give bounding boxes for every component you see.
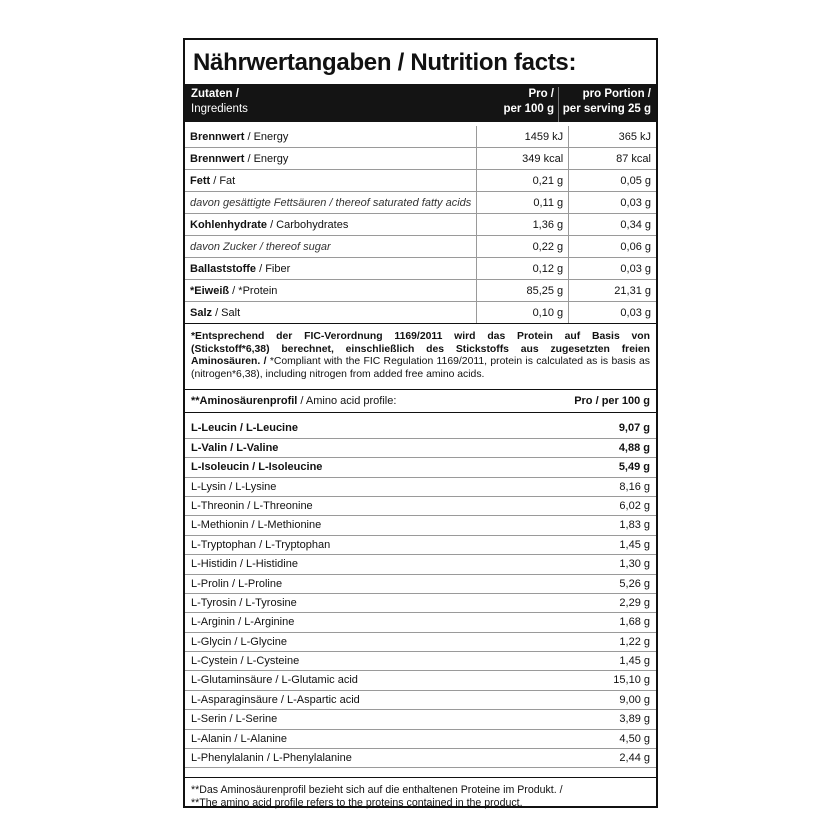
header-per-100g	[456, 87, 559, 122]
nutrient-value-per100: 0,22 g	[477, 236, 569, 258]
amino-acid-row	[185, 594, 656, 613]
nutrient-value-serving: 21,31 g	[569, 280, 656, 302]
amino-acid-value: 5,49 g	[618, 461, 650, 474]
amino-acid-value: 4,88 g	[618, 441, 650, 454]
header-per100-en: per 100 g	[503, 103, 554, 115]
nutrient-name-en: / *Protein	[229, 284, 278, 297]
amino-acid-value: 9,07 g	[618, 422, 650, 435]
amino-acid-value: 1,30 g	[619, 558, 650, 571]
amino-acid-name: L-Phenylalanin / L-Phenylalanine	[191, 752, 352, 765]
nutrient-name	[185, 280, 477, 302]
nutrient-table	[185, 126, 656, 323]
amino-acid-row	[185, 419, 656, 438]
nutrient-value-serving: 365 kJ	[569, 126, 656, 148]
nutrient-value-per100: 1,36 g	[477, 214, 569, 236]
amino-acid-name: L-Threonin / L-Threonine	[191, 499, 313, 512]
amino-acid-name: L-Glutaminsäure / L-Glutamic acid	[191, 674, 358, 687]
nutrient-name	[185, 192, 477, 214]
nutrient-name-en: / Energy	[244, 130, 289, 143]
nutrient-name-de: Kohlenhydrate	[190, 218, 268, 231]
header-ingredients-de: Zutaten /	[191, 88, 239, 100]
amino-acid-value: 1,45 g	[619, 655, 650, 668]
amino-acid-row	[185, 652, 656, 671]
amino-acid-name: L-Tryptophan / L-Tryptophan	[191, 538, 331, 551]
protein-footnote-de: *Entsprechend der FIC-Verordnung 1169/2011 wird das Protein auf Basis von (Stickstoff*6,38) berechnet, einschließlich des Stickstoffs aus zugesetzten freien Aminosäuren. /	[191, 331, 650, 368]
amino-acid-name: L-Histidin / L-Histidine	[191, 558, 298, 571]
nutrient-name-en: / Energy	[244, 152, 289, 165]
amino-acid-value: 8,16 g	[619, 480, 650, 493]
amino-acid-name: L-Cystein / L-Cysteine	[191, 655, 300, 668]
amino-acid-value: 2,29 g	[619, 596, 650, 609]
amino-acid-value: 1,22 g	[619, 635, 650, 648]
amino-acid-row	[185, 671, 656, 690]
amino-acid-value: 5,26 g	[619, 577, 650, 590]
nutrient-value-serving: 0,34 g	[569, 214, 656, 236]
nutrient-name-de: davon Zucker	[190, 240, 257, 253]
amino-acid-name: L-Methionin / L-Methionine	[191, 519, 322, 532]
amino-acid-value: 3,89 g	[619, 713, 650, 726]
nutrient-name-en: / Carbohydrates	[267, 218, 349, 231]
protein-footnote-en: *Compliant with the FIC Regulation 1169/2011, protein is calculated as is basis as (nitrogen*6,38), including nitrogen from added free amino acids.	[191, 356, 650, 380]
nutrient-name-en: / Fat	[210, 174, 236, 187]
nutrient-value-per100: 85,25 g	[477, 280, 569, 302]
nutrient-value-per100: 0,21 g	[477, 170, 569, 192]
table-header	[185, 84, 656, 122]
nutrient-value-per100: 0,11 g	[477, 192, 569, 214]
nutrient-row	[185, 214, 656, 236]
nutrient-name-de: davon gesättigte Fettsäuren	[190, 196, 327, 209]
nutrient-name	[185, 302, 477, 324]
nutrient-name	[185, 214, 477, 236]
amino-acid-header-label	[191, 390, 574, 412]
amino-footnote-en: **The amino acid profile refers to the proteins contained in the product.	[191, 797, 523, 810]
nutrient-name-de: Ballaststoffe	[190, 262, 257, 275]
amino-acid-value: 9,00 g	[619, 693, 650, 706]
amino-acid-row	[185, 633, 656, 652]
header-serving-en: per serving 25 g	[562, 103, 651, 115]
amino-acid-row	[185, 516, 656, 535]
nutrient-name	[185, 126, 477, 148]
nutrition-label	[183, 38, 658, 808]
amino-header-en: / Amino acid profile:	[297, 395, 397, 408]
nutrient-name-de: Brennwert	[190, 130, 245, 143]
nutrient-name-de: *Eiweiß	[190, 284, 230, 297]
label-title: Nährwertangaben / Nutrition facts:	[193, 49, 577, 76]
amino-acid-header-col: Pro / per 100 g	[574, 395, 650, 408]
nutrient-value-serving: 0,06 g	[569, 236, 656, 258]
amino-acid-name: L-Serin / L-Serine	[191, 713, 278, 726]
nutrient-value-serving: 0,05 g	[569, 170, 656, 192]
nutrient-value-serving: 0,03 g	[569, 258, 656, 280]
amino-acid-row	[185, 613, 656, 632]
amino-acid-value: 2,44 g	[619, 752, 650, 765]
nutrient-name-en: / thereof sugar	[256, 240, 331, 253]
amino-acid-name: L-Prolin / L-Proline	[191, 577, 283, 590]
nutrient-value-per100: 349 kcal	[477, 148, 569, 170]
amino-acid-row	[185, 555, 656, 574]
nutrient-name	[185, 258, 477, 280]
amino-acid-list	[185, 413, 656, 768]
nutrient-name-en: / thereof saturated fatty acids	[326, 196, 472, 209]
nutrient-value-serving: 0,03 g	[569, 192, 656, 214]
nutrient-name	[185, 236, 477, 258]
nutrient-name-de: Fett	[190, 174, 211, 187]
nutrient-name-de: Brennwert	[190, 152, 245, 165]
header-ingredients-en: Ingredients	[191, 103, 248, 115]
nutrient-value-serving: 87 kcal	[569, 148, 656, 170]
amino-acid-name: L-Tyrosin / L-Tyrosine	[191, 596, 297, 609]
amino-acid-row	[185, 691, 656, 710]
amino-acid-row	[185, 575, 656, 594]
nutrient-value-serving: 0,03 g	[569, 302, 656, 324]
nutrient-value-per100: 0,10 g	[477, 302, 569, 324]
amino-acid-name: L-Alanin / L-Alanine	[191, 732, 288, 745]
nutrient-row	[185, 170, 656, 192]
nutrient-name-en: / Salt	[212, 306, 241, 319]
header-serving-de: pro Portion /	[582, 88, 651, 100]
amino-acid-name: L-Glycin / L-Glycine	[191, 635, 287, 648]
nutrient-name	[185, 170, 477, 192]
amino-acid-row	[185, 497, 656, 516]
amino-acid-row	[185, 730, 656, 749]
amino-acid-name: L-Isoleucin / L-Isoleucine	[191, 461, 323, 474]
amino-acid-row	[185, 710, 656, 729]
nutrient-row	[185, 302, 656, 324]
nutrient-row	[185, 126, 656, 148]
protein-footnote	[185, 323, 656, 389]
header-per-serving	[559, 87, 656, 122]
nutrient-name-de: Salz	[190, 306, 213, 319]
amino-acid-row	[185, 458, 656, 477]
nutrient-value-per100: 1459 kJ	[477, 126, 569, 148]
amino-acid-row	[185, 439, 656, 458]
amino-acid-value: 4,50 g	[619, 732, 650, 745]
amino-header-de: **Aminosäurenprofil	[191, 395, 298, 408]
amino-acid-value: 6,02 g	[619, 499, 650, 512]
amino-acid-value: 15,10 g	[613, 674, 650, 687]
amino-acid-value: 1,83 g	[619, 519, 650, 532]
amino-acid-name: L-Leucin / L-Leucine	[191, 422, 298, 435]
amino-acid-name: L-Lysin / L-Lysine	[191, 480, 277, 493]
amino-acid-row	[185, 478, 656, 497]
nutrient-row	[185, 280, 656, 302]
nutrient-row	[185, 192, 656, 214]
nutrient-value-per100: 0,12 g	[477, 258, 569, 280]
header-ingredients	[185, 87, 456, 122]
amino-acid-name: L-Valin / L-Valine	[191, 441, 279, 454]
nutrient-row	[185, 258, 656, 280]
amino-acid-value: 1,68 g	[619, 616, 650, 629]
amino-acid-row	[185, 536, 656, 555]
amino-footnote-de: **Das Aminosäurenprofil bezieht sich auf die enthaltenen Proteine im Produkt. /	[191, 784, 563, 797]
amino-acid-row	[185, 749, 656, 768]
nutrient-row	[185, 148, 656, 170]
nutrient-row	[185, 236, 656, 258]
amino-acid-header	[185, 389, 656, 413]
amino-acid-name: L-Asparaginsäure / L-Aspartic acid	[191, 693, 360, 706]
header-per100-de: Pro /	[528, 88, 554, 100]
amino-acid-name: L-Arginin / L-Arginine	[191, 616, 295, 629]
nutrient-name	[185, 148, 477, 170]
amino-footnote	[185, 777, 656, 816]
nutrient-name-en: / Fiber	[256, 262, 291, 275]
amino-acid-value: 1,45 g	[619, 538, 650, 551]
